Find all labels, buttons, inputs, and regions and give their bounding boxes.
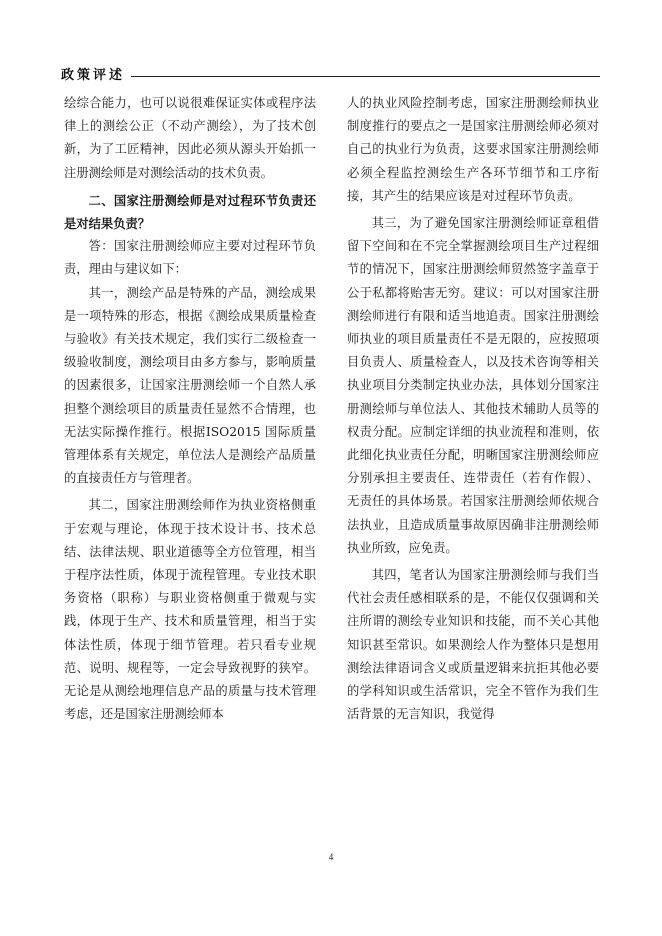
header-divider: [131, 76, 600, 77]
section-heading: 二、国家注册测绘师是对过程环节负责还是对结果负责？: [64, 192, 316, 232]
left-paragraph-3: 其一，测绘产品是特殊的产品，测绘成果是一项特殊的形态，根据《测绘成果质量检查与验收》有关技术规定，我们实行二级检查一级验收制度，测绘项目由多方参与，影响质量的因素很多，让国家注册测绘师一个自然人承担整个测绘项目的质量责任显然不合情理，也无法实际操作推行。根据ISO2015 国际质量管理体系有关规定，单位法人是测绘产品质量的直接责任方与管理者。: [64, 285, 316, 486]
right-paragraph-2: 其三，为了避免国家注册测绘师证章租借留下空间和在不完全掌握测绘项目生产过程细节的情况下，国家注册测绘师贸然签字盖章于公于私都将贻害无穷。建议：可以对国家注册测绘师进行有限和适当地追责。国家注册测绘师执业的项目质量责任不是无限的，应按照项目负责人、质量检查人，以及技术咨询等相关执业项目分类制定执业办法，具体划分国家注册测绘师与单位法人、其他技术辅助人员等的权责分配。应制定详细的执业流程和准则，依此细化执业责任分配，明晰国家注册测绘师应分别承担主要责任、连带责任（若有作假）、无责任的具体场景。若国家注册测绘师依规合法执业，且造成质量事故原因确非注册测绘师执业所致，应免责。: [347, 216, 599, 555]
left-paragraph-4: 其二，国家注册测绘师作为执业资格侧重于宏观与理论，体现于技术设计书、技术总结、法律法规、职业道德等全方位管理，相当于程序法性质，体现于流程管理。专业技术职务资格（职称）与职业资格侧重于微观与实践，体现于生产、技术和质量管理，相当于实体法性质，体现于细节管理。若只看专业规范、说明、规程等，一定会导致视野的狭窄。无论是从测绘地理信息产品的质量与技术管理考虑，还是国家注册测绘师本: [64, 498, 316, 722]
left-paragraph-1: 绘综合能力，也可以说很难保证实体或程序法律上的测绘公正（不动产测绘），为了技术创新，为了工匠精神，因此必须从源头开始抓一注册测绘师是对测绘活动的技术负责。: [64, 96, 316, 180]
right-paragraph-3: 其四，笔者认为国家注册测绘师与我们当代社会责任感相联系的是，不能仅仅强调和关注所谓的测绘专业知识和技能，而不关心其他知识甚至常识。如果测绘人作为整体只是想用测绘法律语词含义或质量逻辑来抗拒其他必要的学科知识或生活常识，完全不管作为我们生活背景的无言知识，我觉得: [347, 568, 599, 722]
right-column: [347, 92, 599, 726]
page-number: 4: [328, 852, 334, 862]
left-paragraph-2: 答：国家注册测绘师应主要对过程环节负责，理由与建议如下：: [64, 239, 316, 277]
section-header-label: 政策评述: [61, 68, 126, 83]
left-column: [64, 92, 316, 726]
right-paragraph-1: 人的执业风险控制考虑，国家注册测绘师执业制度推行的要点之一是国家注册测绘师必须对自己的执业行为负责，这要求国家注册测绘师必须全程监控测绘生产各环节细节和工序衔接，其产生的结果应该是对过程环节负责。: [347, 96, 599, 203]
